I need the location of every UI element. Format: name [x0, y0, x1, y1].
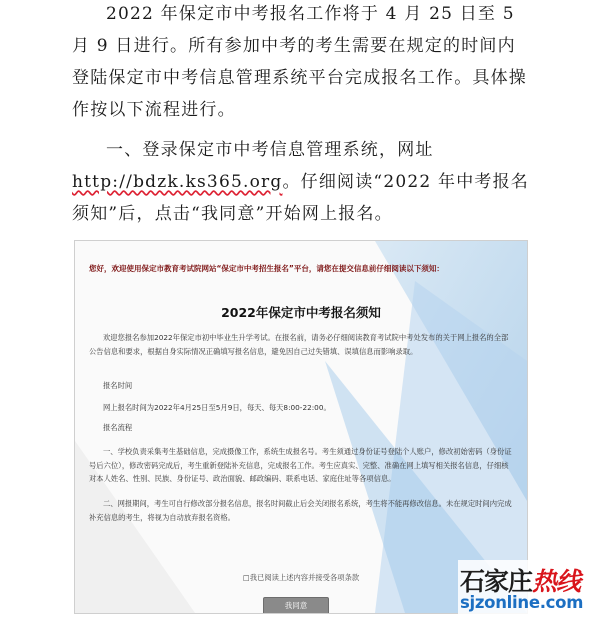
system-url-link[interactable]: http://bdzk.ks365.org — [72, 172, 283, 192]
process-heading: 报名流程 — [103, 423, 133, 432]
paragraph-step-one — [72, 134, 532, 230]
watermark-brand-red: 热线 — [532, 567, 581, 596]
watermark-brand-black: 石家庄 — [460, 567, 533, 596]
agree-button[interactable]: 我同意 — [263, 597, 329, 614]
registration-notice-screenshot — [74, 240, 528, 614]
step-one-prefix: 一、登录保定市中考信息管理系统，网址 — [106, 140, 434, 160]
time-text: 网上报名时间为2022年4月25日至5月9日，每天、每天8:00-22:00。 — [103, 403, 331, 412]
site-watermark — [458, 560, 600, 617]
agree-checkbox[interactable]: □我已阅读上述内容并接受各项条款 — [242, 573, 360, 582]
welcome-header: 您好，欢迎使用保定市教育考试院网站“保定市中考招生报名”平台，请您在提交信息前仔细阅读以下须知： — [89, 264, 444, 273]
notice-title: 2022年保定市中考报名须知 — [221, 305, 381, 320]
notice-intro: 欢迎您报名参加2022年保定市初中毕业生升学考试。在报名前，请务必仔细阅读教育考试院中考处发布的关于网上报名的全部公告信息和要求，根据自身实际情况正确填写报名信息，避免因自己过失错填、误填信息而影响录取。 — [89, 333, 509, 356]
step-one-suffix: 。仔细阅读“2022 年中考报名须知”后，点击“我同意”开始网上报名。 — [72, 172, 529, 224]
time-heading: 报名时间 — [103, 381, 133, 390]
paragraph-intro: 2022 年保定市中考报名工作将于 4 月 25 日至 5 月 9 日进行。所有参加中考的考生需要在规定的时间内登陆保定市中考信息管理系统平台完成报名工作。具体操作按以下流程进行。 — [72, 4, 527, 120]
process-step-two: 二、网报期间，考生可自行修改部分报名信息，报名时间截止后会关闭报名系统，考生将不能再修改信息。未在规定时间内完成补充信息的考生，将视为自动放弃报名资格。 — [89, 499, 512, 522]
process-step-one: 一、学校负责采集考生基础信息，完成摄像工作，系统生成报名号。考生须通过身份证号登陆个人账户，修改初始密码（身份证号后六位），修改密码完成后，考生重新登陆补充信息，完成报名工作。考生应真实、完整、准确在网上填写相关报名信息，仔细核对本人姓名、性别、民族、身份证号、政治面貌、邮政编码、联系电话、家庭住址等各项信息。 — [89, 447, 512, 483]
watermark-url: sjzonline.com — [460, 593, 584, 612]
